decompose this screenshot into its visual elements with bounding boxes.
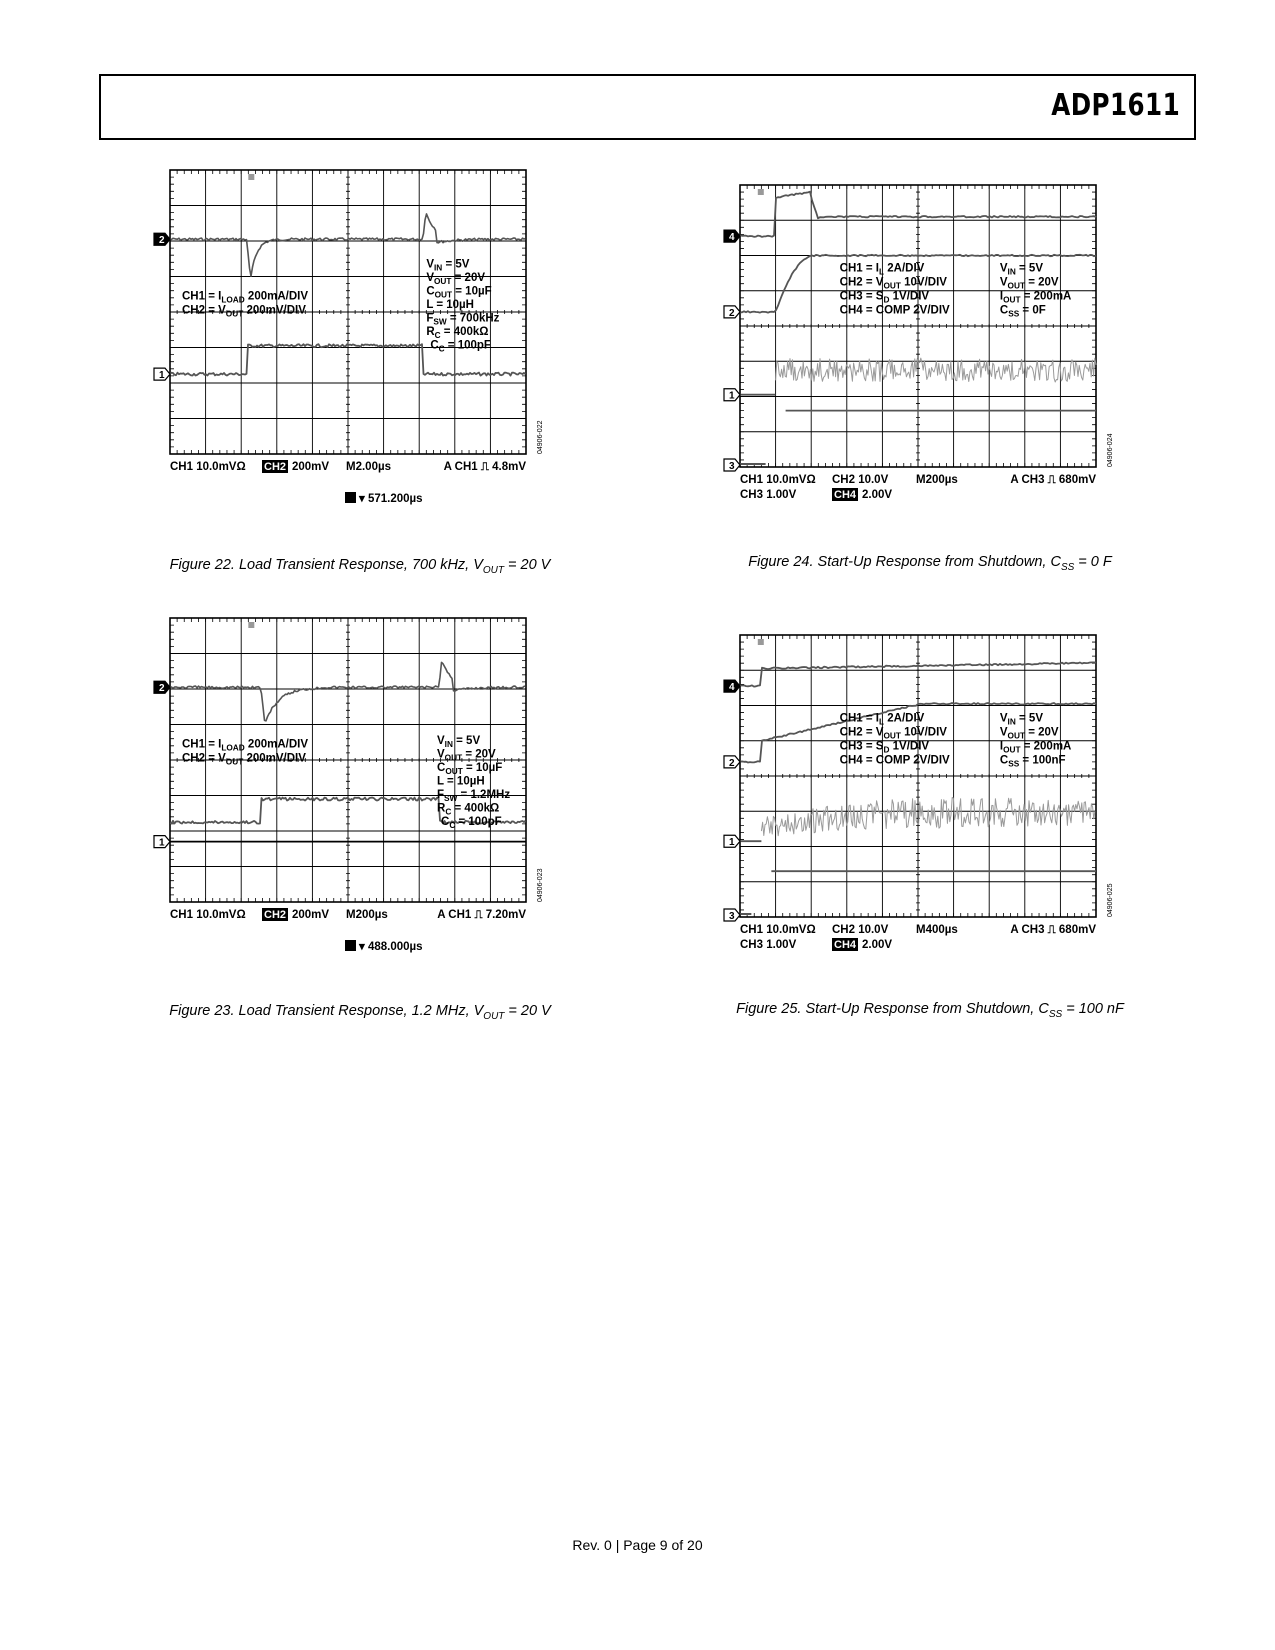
ch2-marker: [154, 233, 170, 246]
figure-25-scope: [720, 635, 1140, 975]
ch4-scale-label: CH4 = COMP 2V/DIV: [839, 304, 950, 317]
marker-label: 3: [729, 911, 735, 922]
trigger-pos-icon: [345, 492, 356, 503]
ch1-readout: CH1 10.0mVΩ: [740, 474, 816, 486]
param-vout: $V_{OUT} = 20V$: [999, 276, 1059, 291]
trigger-readout: A CH3 ⎍ 680mV: [1010, 924, 1096, 936]
ch2-marker: [154, 681, 170, 694]
timebase-readout: M2.00µs: [346, 461, 391, 473]
param-5: $R_C = 400k\Omega$: [437, 802, 500, 817]
trigger-cursor: [758, 189, 764, 195]
figure-25-caption: Figure 25. Start-Up Response from Shutdown, $C_{SS} = 100$ nF: [736, 1001, 1124, 1020]
ch3-readout: CH3 1.00V: [740, 489, 797, 501]
scope-svg: [720, 185, 1140, 525]
param-2: $C_{OUT} = 10\mu F$: [437, 762, 503, 777]
ch2-readout: 200mV: [292, 909, 330, 921]
ch4-readout: 2.00V: [862, 939, 893, 951]
ch3-scale-label: $CH3 = S_D$ 1V/DIV: [839, 740, 930, 755]
ch4-marker: [724, 230, 740, 243]
param-iout: $I_{OUT} = 200mA$: [999, 740, 1072, 755]
param-0: $V_{IN} = 5V$: [437, 735, 481, 750]
figure-24-scope: [720, 185, 1140, 525]
ch4-badge: CH4: [834, 489, 857, 501]
ch4-readout: 2.00V: [862, 489, 893, 501]
ch3-readout: CH3 1.00V: [740, 939, 797, 951]
marker-label: 2: [159, 235, 165, 247]
ch2-scale-label: $CH2 = V_{OUT}$ 200mV/DIV: [182, 752, 306, 767]
marker-label: 2: [159, 683, 165, 695]
param-css: $C_{SS} = 100nF$: [999, 754, 1066, 769]
ch1-readout: CH1 10.0mVΩ: [740, 924, 816, 936]
ch1-readout: CH1 10.0mVΩ: [170, 909, 246, 921]
param-5: $R_C = 400k\Omega$: [426, 326, 489, 341]
ch2-readout: CH2 10.0V: [832, 924, 889, 936]
figure-code: 04906-025: [1107, 883, 1114, 917]
page-header: [99, 74, 1196, 140]
param-1: $V_{OUT} = 20V$: [426, 272, 486, 287]
scope-svg: [720, 635, 1140, 975]
ch1-scale-label: $CH1 = I_{LOAD}$ 200mA/DIV: [182, 290, 309, 305]
timebase-readout: M200µs: [346, 909, 388, 921]
ch2-badge: CH2: [264, 909, 287, 921]
marker-label: 1: [159, 837, 165, 849]
param-2: $C_{OUT} = 10\mu F$: [426, 285, 492, 300]
ch2-readout: CH2 10.0V: [832, 474, 889, 486]
trigger-pos-icon: [345, 940, 356, 951]
ch2-marker: [724, 756, 740, 769]
figure-code: 04906-024: [1107, 433, 1114, 467]
figure-code: 04906-022: [537, 420, 544, 454]
param-vin: $V_{IN} = 5V$: [999, 262, 1044, 277]
figure-22-scope: [150, 170, 570, 520]
ch4-marker: [724, 680, 740, 693]
ch3-marker: [724, 909, 740, 922]
trigger-position: ▾ 571.200µs: [359, 493, 423, 505]
part-number: ADP1611: [1051, 88, 1180, 123]
marker-label: 2: [729, 757, 735, 769]
marker-label: 3: [729, 461, 735, 472]
ch1-marker: [724, 389, 740, 402]
figure-24-caption: Figure 24. Start-Up Response from Shutdown, $C_{SS} = 0$ F: [748, 554, 1112, 573]
param-3: L = 10µH: [426, 299, 474, 312]
scope-svg: [150, 618, 570, 968]
figure-22-caption: Figure 22. Load Transient Response, 700 kHz, $V_{OUT} = 20$ V: [169, 557, 551, 576]
param-3: L = 10µH: [437, 775, 485, 788]
ch4-badge: CH4: [834, 939, 857, 951]
trigger-cursor: [758, 639, 764, 645]
ch1-marker: [154, 368, 170, 381]
marker-label: 4: [729, 682, 735, 694]
ch2-scale-label: $CH2 = V_{OUT}$ 10V/DIV: [839, 726, 947, 741]
ch3-scale-label: $CH3 = S_D$ 1V/DIV: [839, 290, 930, 305]
ch2-scale-label: $CH2 = V_{OUT}$ 10V/DIV: [839, 276, 947, 291]
ch4-scale-label: CH4 = COMP 2V/DIV: [839, 754, 950, 767]
scope-svg: [150, 170, 570, 520]
marker-label: 2: [729, 307, 735, 319]
ch1-readout: CH1 10.0mVΩ: [170, 461, 246, 473]
marker-label: 4: [729, 232, 735, 244]
ch2-readout: 200mV: [292, 461, 330, 473]
trigger-readout: A CH1 ⎍ 7.20mV: [437, 909, 526, 921]
figure-23-scope: [150, 618, 570, 968]
marker-label: 1: [729, 390, 735, 402]
trigger-readout: A CH3 ⎍ 680mV: [1010, 474, 1096, 486]
ch2-marker: [724, 306, 740, 319]
ch1-marker: [154, 836, 170, 849]
param-4: $F_{SW} = 1.2MHz$: [437, 789, 511, 804]
ch2-badge: CH2: [264, 461, 287, 473]
timebase-readout: M200µs: [916, 474, 958, 486]
ch1-scale-label: $CH1 = I_L$ 2A/DIV: [839, 712, 925, 727]
param-6: $C_C = 100pF$: [430, 339, 491, 354]
trigger-position: ▾ 488.000µs: [359, 941, 423, 953]
ch3-marker: [724, 459, 740, 472]
ch2-scale-label: $CH2 = V_{OUT}$ 200mV/DIV: [182, 304, 306, 319]
param-6: $C_C = 100pF$: [441, 816, 502, 831]
param-iout: $I_{OUT} = 200mA$: [999, 290, 1072, 305]
param-css: $C_{SS} = 0F$: [999, 304, 1046, 319]
marker-label: 1: [729, 837, 735, 849]
param-0: $V_{IN} = 5V$: [426, 258, 470, 273]
param-1: $V_{OUT} = 20V$: [437, 748, 496, 763]
timebase-readout: M400µs: [916, 924, 958, 936]
trigger-cursor: [248, 622, 254, 628]
figure-code: 04906-023: [537, 868, 544, 902]
ch1-scale-label: $CH1 = I_{LOAD}$ 200mA/DIV: [182, 738, 309, 753]
param-vin: $V_{IN} = 5V$: [999, 712, 1044, 727]
marker-label: 1: [159, 370, 165, 382]
trigger-cursor: [248, 174, 254, 180]
param-4: $F_{SW} = 700kHz$: [426, 312, 500, 327]
param-vout: $V_{OUT} = 20V$: [999, 726, 1059, 741]
ch1-scale-label: $CH1 = I_L$ 2A/DIV: [839, 262, 925, 277]
figure-23-caption: Figure 23. Load Transient Response, 1.2 MHz, $V_{OUT} = 20$ V: [169, 1003, 551, 1022]
trigger-readout: A CH1 ⎍ 4.8mV: [443, 461, 526, 473]
ch1-marker: [724, 835, 740, 848]
page-footer: Rev. 0 | Page 9 of 20: [572, 1537, 703, 1553]
